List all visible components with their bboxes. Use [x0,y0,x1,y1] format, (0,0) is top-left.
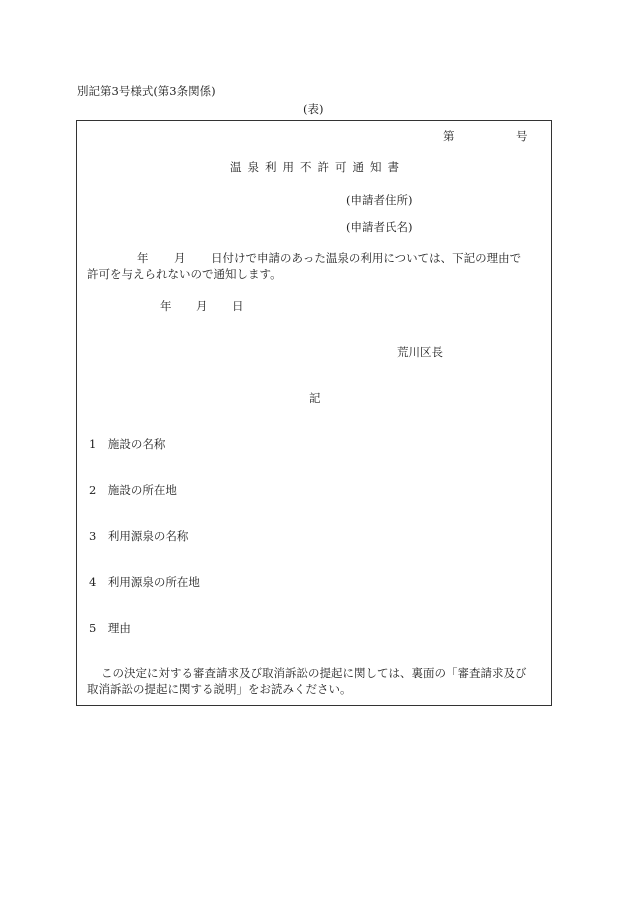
number-prefix: 第 [443,129,455,143]
section-item: 1 施設の名称 [89,437,166,451]
issuer: 荒川区長 [397,345,443,359]
date-month: 月 [196,299,208,313]
date-day: 日 [232,299,244,313]
side-label: (表) [303,102,324,116]
date-year: 年 [160,299,172,313]
section-item: 2 施設の所在地 [89,483,177,497]
body-line-2: 許可を与えられないので通知します。 [87,267,282,281]
section-item: 4 利用源泉の所在地 [89,575,200,589]
applicant-address-label: (申請者住所) [346,193,413,207]
section-item: 5 理由 [89,621,131,635]
body-year: 年 [137,251,149,265]
section-item: 3 利用源泉の名称 [89,529,189,543]
document-title: 温泉利用不許可通知書 [230,160,405,174]
notice-frame [76,120,552,706]
body-month: 月 [174,251,186,265]
footer-line-1: この決定に対する審査請求及び取消訴訟の提起に関しては、裏面の「審査請求及び [101,666,527,680]
applicant-name-label: (申請者氏名) [346,220,413,234]
body-line-1: 日付けで申請のあった温泉の利用については、下記の理由で [211,251,522,265]
number-suffix: 号 [516,129,528,143]
form-number-label: 別記第3号様式(第3条関係) [77,84,216,98]
ki-label: 記 [309,391,321,405]
footer-line-2: 取消訴訟の提起に関する説明」をお読みください。 [87,682,352,696]
